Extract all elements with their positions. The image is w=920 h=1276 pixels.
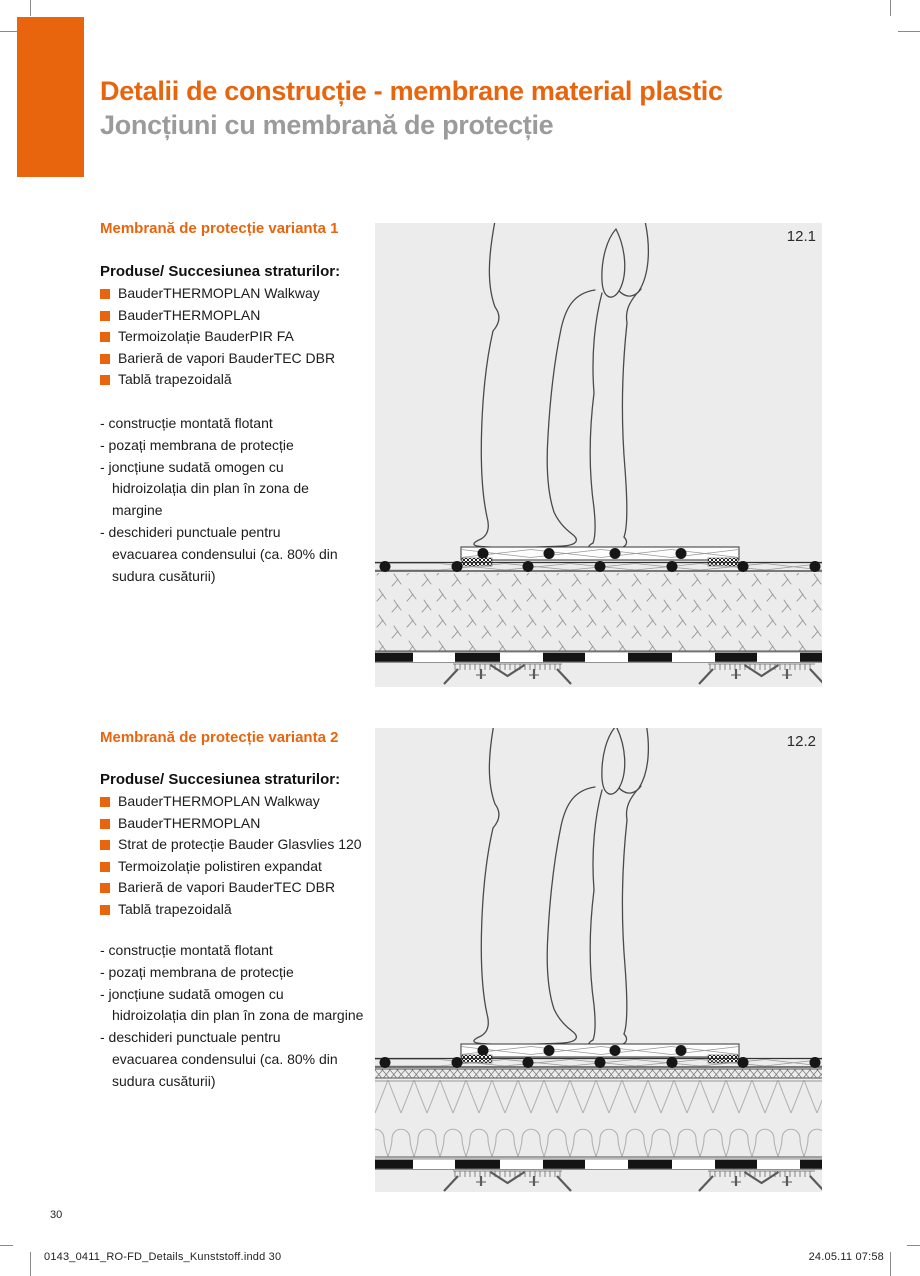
bullet-square-icon (100, 375, 110, 385)
products-label: Produse/ Succesiunea straturilor: (100, 263, 341, 280)
product-item (100, 348, 335, 370)
product-item (100, 834, 362, 856)
crop-mark (907, 1245, 920, 1246)
section-heading: Membrană de protecție varianta 1 (100, 220, 339, 237)
note-line: - deschideri punctuale pentru (100, 1029, 281, 1046)
product-item-label: Barieră de vapori BauderTEC DBR (118, 349, 336, 366)
product-item-label: BauderTHERMOPLAN Walkway (118, 285, 320, 301)
product-item-label: BauderTHERMOPLAN (118, 814, 261, 831)
construction-detail-figure-2 (375, 728, 822, 1192)
product-item-label: Tablă trapezoidală (118, 900, 232, 917)
construction-detail-figure-1 (375, 223, 822, 687)
bullet-square-icon (100, 819, 110, 829)
product-item (100, 877, 362, 899)
bullet-square-icon (100, 332, 110, 342)
figure-number-label: 12.1 (786, 228, 816, 245)
crop-mark (30, 1252, 31, 1276)
product-item-label: Strat de protecție Bauder Glasvlies 120 (118, 836, 362, 852)
crop-mark (0, 1245, 13, 1246)
note-line: - construcție montată flotant (100, 415, 273, 431)
page-title: Detalii de construcție - membrane material plastic (100, 76, 723, 106)
bullet-square-icon (100, 797, 110, 807)
note-line: - pozați membrana de protecție (100, 436, 294, 453)
note-line: - pozați membrana de protecție (100, 963, 294, 980)
crop-mark (890, 1252, 891, 1276)
notes-list (100, 940, 363, 1093)
product-item (100, 283, 335, 305)
product-item-label: Termoizolație BauderPIR FA (118, 328, 294, 344)
page-number: 30 (50, 1209, 63, 1221)
crop-mark (898, 31, 920, 32)
product-item-label: BauderTHERMOPLAN (118, 306, 261, 323)
bullet-square-icon (100, 354, 110, 364)
bullet-square-icon (100, 289, 110, 299)
product-item (100, 369, 335, 391)
products-label: Produse/ Succesiunea straturilor: (100, 771, 341, 788)
product-item-label: Barieră de vapori BauderTEC DBR (118, 879, 336, 895)
note-line: sudura cusăturii) (112, 1072, 216, 1089)
note-line: - deschideri punctuale pentru (100, 523, 281, 540)
product-item (100, 813, 362, 835)
crop-mark (30, 0, 31, 16)
note-line: hidroizolația din plan în zona de (112, 480, 309, 497)
product-item (100, 791, 362, 813)
bullet-square-icon (100, 883, 110, 893)
bullet-square-icon (100, 862, 110, 872)
bullet-square-icon (100, 905, 110, 915)
note-line: evacuarea condensului (ca. 80% din (112, 1050, 338, 1067)
note-line: margine (112, 502, 163, 519)
product-list (100, 791, 362, 920)
note-line: - joncțiune sudată omogen cu (100, 985, 284, 1002)
product-list (100, 283, 335, 391)
product-item (100, 856, 362, 878)
section-heading: Membrană de protecție varianta 2 (100, 729, 339, 746)
product-item (100, 326, 335, 348)
figure-number-label: 12.2 (786, 733, 816, 750)
footer-file-name: 0143_0411_RO-FD_Details_Kunststoff.indd 30 (44, 1251, 282, 1263)
product-item-label: Tablă trapezoidală (118, 371, 232, 387)
note-line: hidroizolația din plan în zona de margine (112, 1007, 364, 1024)
product-item (100, 899, 362, 921)
note-line: - construcție montată flotant (100, 942, 273, 958)
brand-color-block (17, 17, 84, 177)
bullet-square-icon (100, 311, 110, 321)
product-item-label: BauderTHERMOPLAN Walkway (118, 793, 320, 809)
product-item (100, 305, 335, 327)
product-item-label: Termoizolație polistiren expandat (118, 857, 322, 874)
note-line: - joncțiune sudată omogen cu (100, 458, 284, 475)
note-line: sudura cusăturii) (112, 567, 216, 584)
page-subtitle: Joncțiuni cu membrană de protecție (100, 110, 554, 140)
footer-datetime: 24.05.11 07:58 (808, 1251, 884, 1263)
notes-list (100, 413, 338, 587)
bullet-square-icon (100, 840, 110, 850)
crop-mark (890, 0, 891, 16)
note-line: evacuarea condensului (ca. 80% din (112, 545, 338, 562)
